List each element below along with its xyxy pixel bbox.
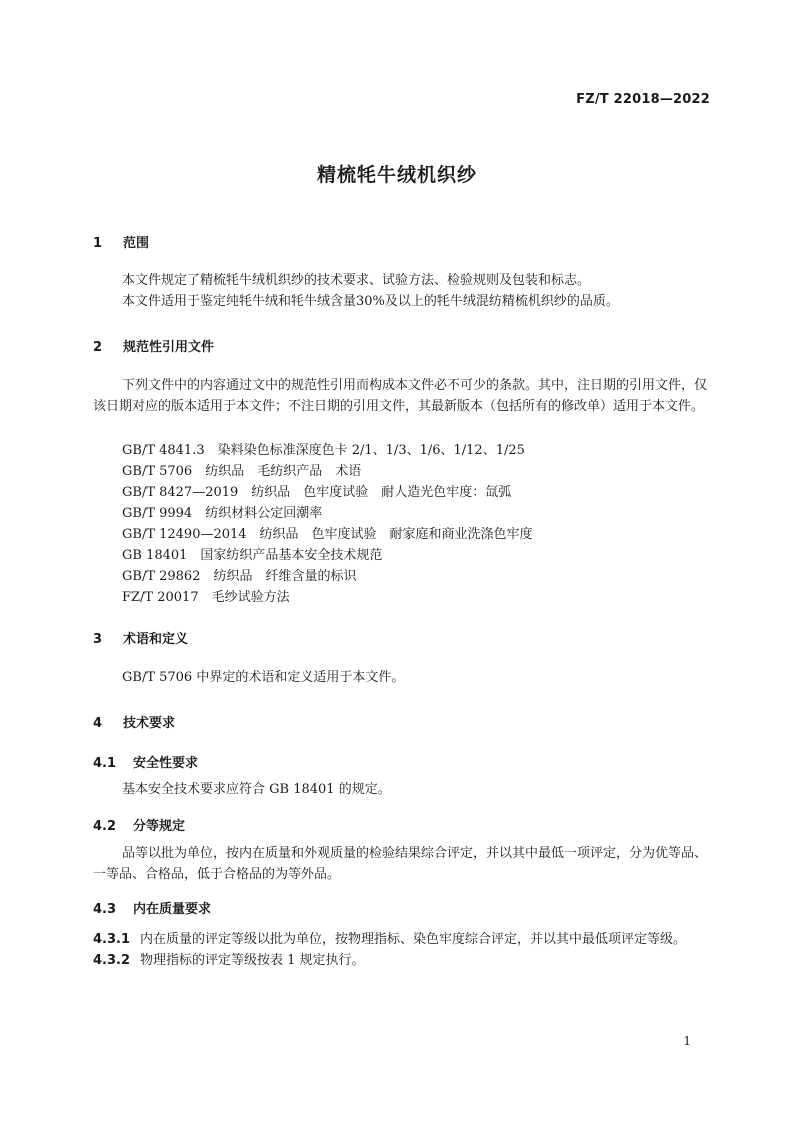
reference-item: GB/T 4841.3 染料染色标准深度色卡 2/1、1/3、1/6、1/12、1/25 xyxy=(122,443,525,458)
reference-item: GB/T 12490—2014 纺织品 色牢度试验 耐家庭和商业洗涤色牢度 xyxy=(122,527,533,542)
clause-text: 物理指标的评定等级按表 1 规定执行。 xyxy=(140,953,365,968)
terms-paragraph: GB/T 5706 中界定的术语和定义适用于本文件。 xyxy=(122,670,405,685)
clause-4-3-2 xyxy=(93,950,365,971)
safety-paragraph: 基本安全技术要求应符合 GB 18401 的规定。 xyxy=(122,782,391,797)
scope-paragraph-1: 本文件规定了精梳牦牛绒机织纱的技术要求、试验方法、检验规则及包装和标志。 xyxy=(122,273,591,288)
section-title: 安全性要求 xyxy=(133,756,199,771)
reference-item: GB/T 29862 纺织品 纤维含量的标识 xyxy=(122,569,357,584)
section-4-heading xyxy=(93,712,175,731)
document-title: 精梳牦牛绒机织纱 xyxy=(316,164,477,186)
section-number: 2 xyxy=(93,340,103,355)
section-3-heading xyxy=(93,628,188,647)
section-number: 4.1 xyxy=(93,756,117,771)
references-intro: 下列文件中的内容通过文中的规范性引用而构成本文件必不可少的条款。其中，注日期的引用文件，仅该日期对应的版本适用于本文件；不注日期的引用文件，其最新版本（包括所有的修改单）适用于本文件。 xyxy=(93,378,708,414)
section-4-3-heading xyxy=(93,898,211,917)
section-number: 4 xyxy=(93,716,103,731)
section-title: 内在质量要求 xyxy=(133,902,212,917)
section-2-heading xyxy=(93,336,214,355)
section-number: 3 xyxy=(93,632,103,647)
clause-number: 4.3.2 xyxy=(93,953,131,968)
section-title: 范围 xyxy=(123,236,150,251)
section-1-heading xyxy=(93,232,149,251)
clause-text: 内在质量的评定等级以批为单位，按物理指标、染色牢度综合评定，并以其中最低项评定等级。 xyxy=(140,932,687,947)
page-number: 1 xyxy=(683,1034,691,1048)
reference-item: GB/T 8427—2019 纺织品 色牢度试验 耐人造光色牢度：氙弧 xyxy=(122,485,512,500)
section-number: 1 xyxy=(93,236,103,251)
section-number: 4.3 xyxy=(93,902,117,917)
grading-paragraph: 品等以批为单位，按内在质量和外观质量的检验结果综合评定，并以其中最低一项评定，分为优等品、一等品、合格品，低于合格品的为等外品。 xyxy=(93,846,708,882)
clause-4-3-1 xyxy=(93,929,686,950)
reference-item: GB 18401 国家纺织产品基本安全技术规范 xyxy=(122,548,383,563)
standard-code: FZ/T 22018—2022 xyxy=(576,92,710,107)
section-4-2-heading xyxy=(93,815,185,834)
reference-item: GB/T 9994 纺织材料公定回潮率 xyxy=(122,506,323,521)
clause-number: 4.3.1 xyxy=(93,932,131,947)
section-title: 技术要求 xyxy=(123,716,176,731)
reference-item: GB/T 5706 纺织品 毛纺织产品 术语 xyxy=(122,464,362,479)
section-title: 分等规定 xyxy=(133,819,186,834)
section-title: 规范性引用文件 xyxy=(123,340,215,355)
section-4-1-heading xyxy=(93,752,198,771)
scope-paragraph-2: 本文件适用于鉴定纯牦牛绒和牦牛绒含量30%及以上的牦牛绒混纺精梳机织纱的品质。 xyxy=(122,294,619,309)
section-number: 4.2 xyxy=(93,819,117,834)
reference-item: FZ/T 20017 毛纱试验方法 xyxy=(122,590,290,605)
section-title: 术语和定义 xyxy=(123,632,189,647)
